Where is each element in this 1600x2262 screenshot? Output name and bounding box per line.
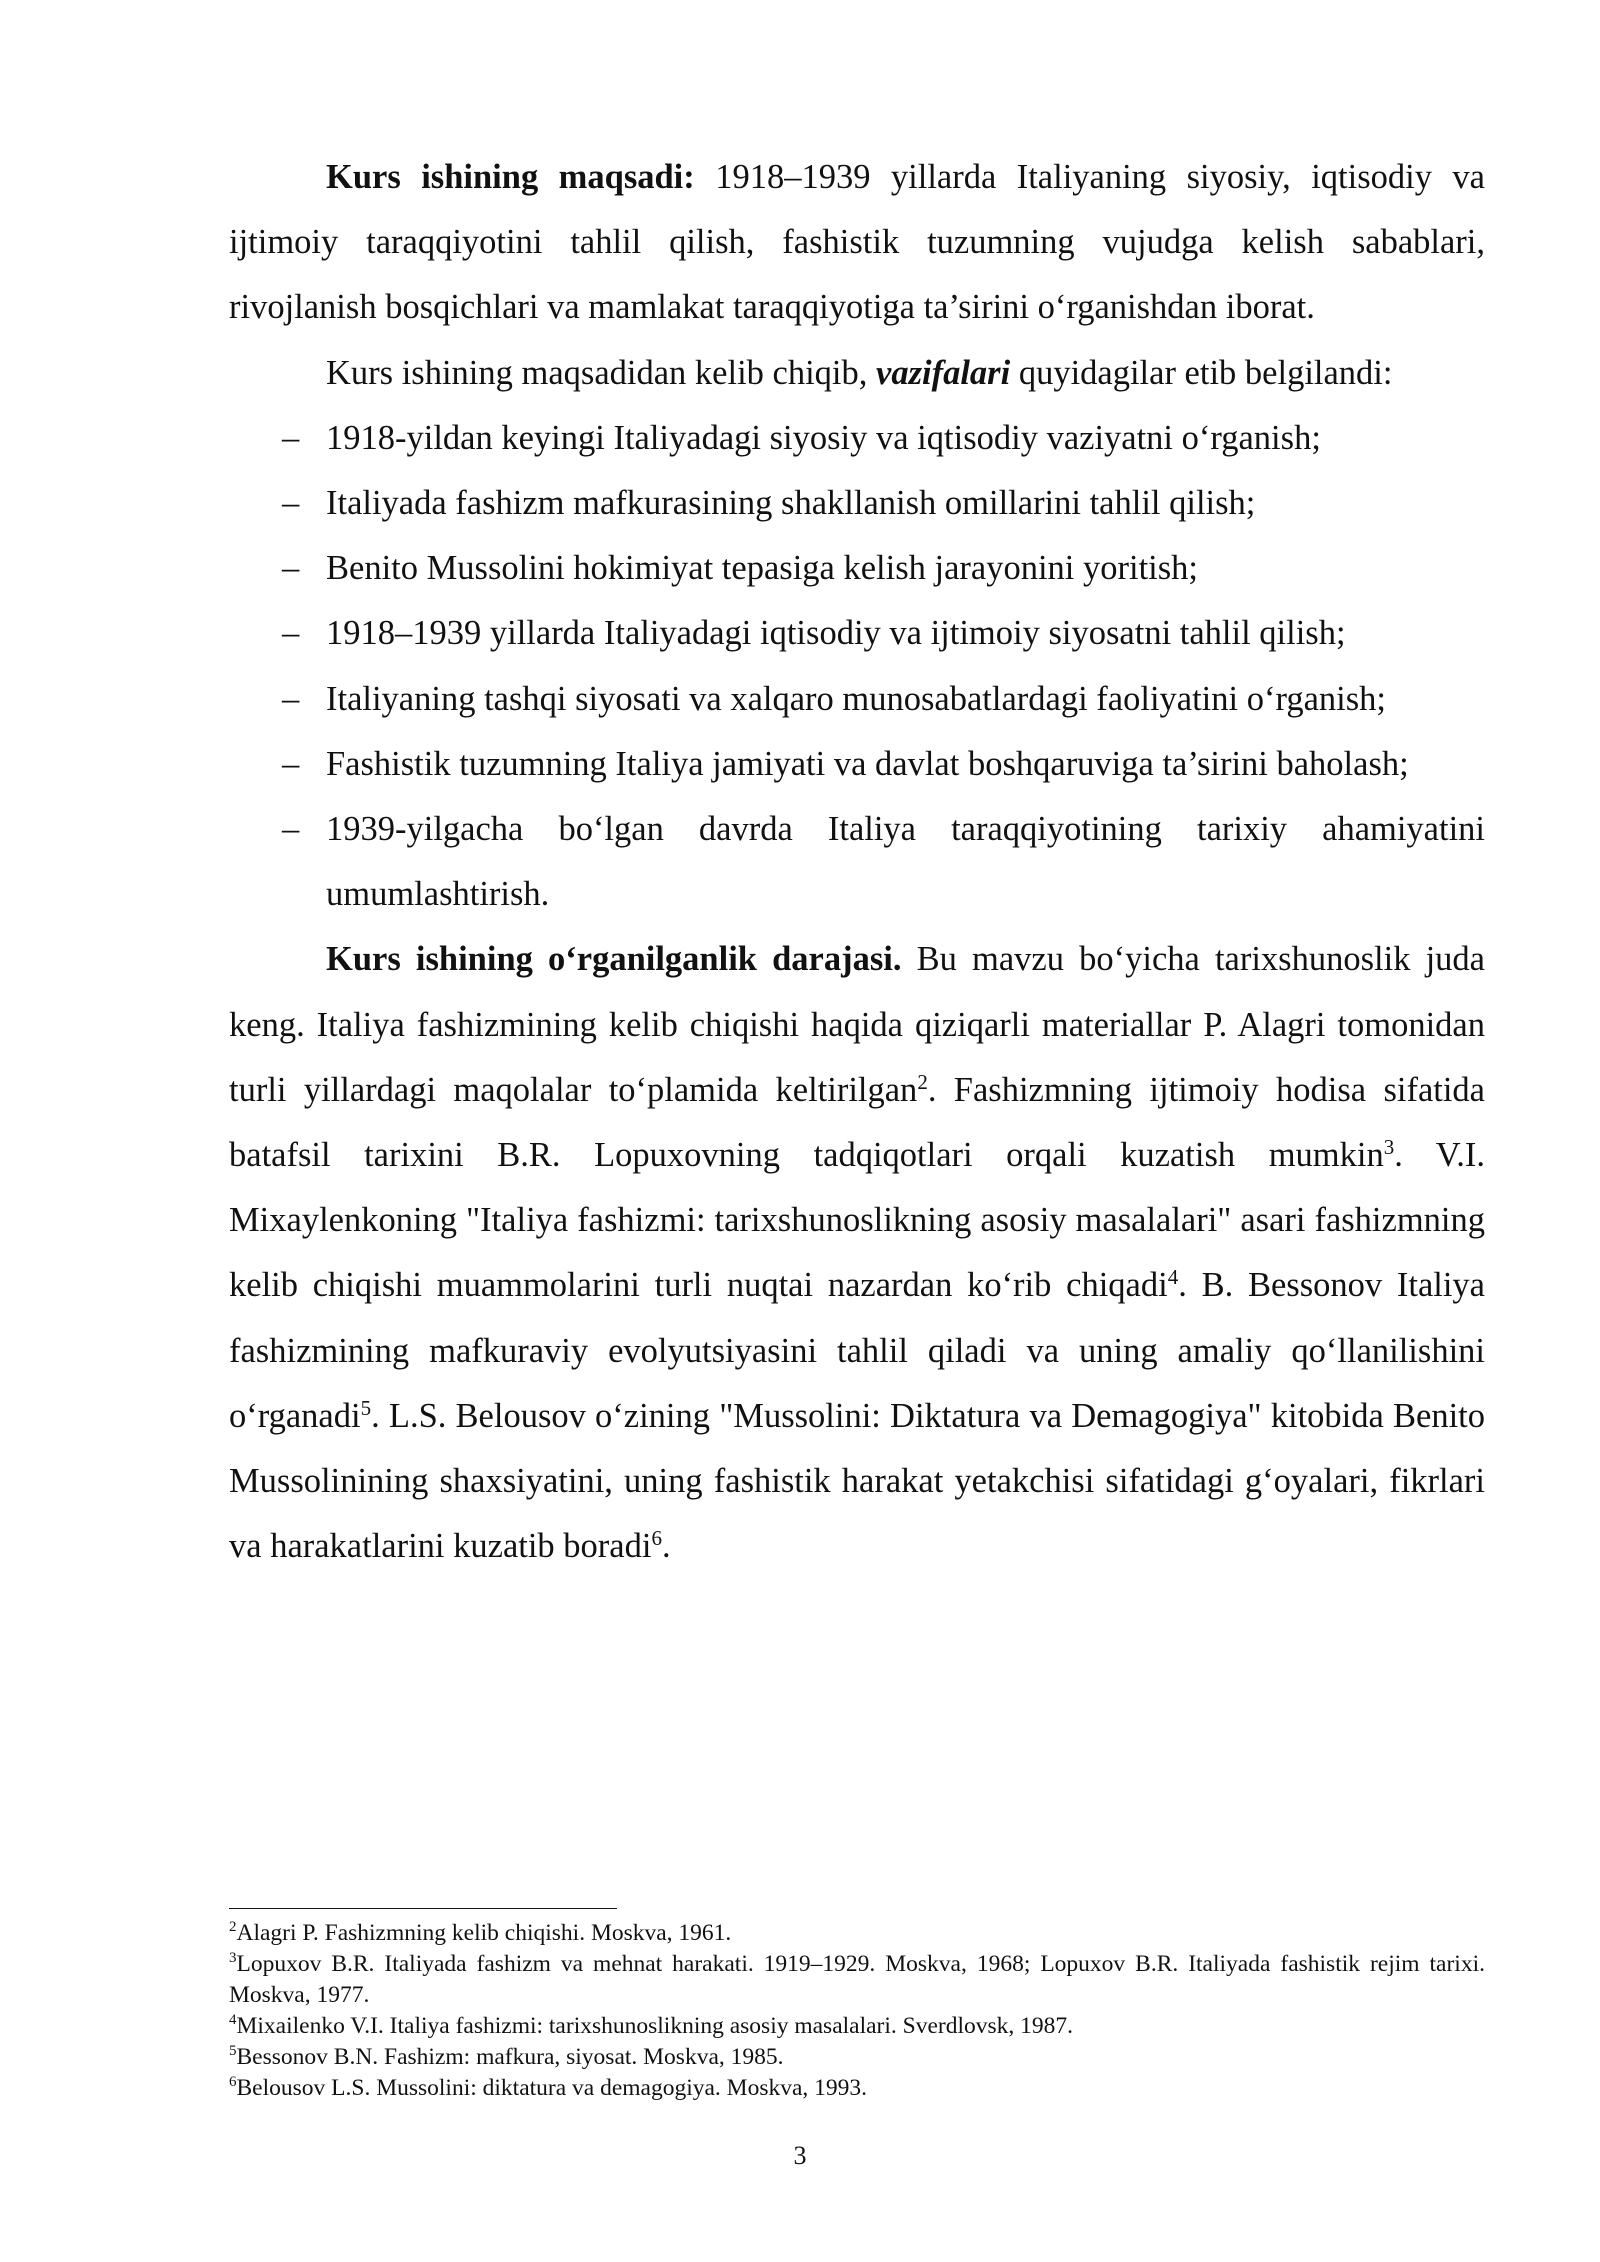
footnote-ref[interactable]: 4 [1167,1265,1179,1290]
footnote [229,2011,1485,2042]
study-level-text: . [661,1527,671,1566]
dash-bullet: – [282,484,300,523]
tasks-intro-after: quyidagilar etib belgilandi: [1010,353,1393,392]
task-list-item [229,667,1485,732]
tasks-intro-paragraph [229,341,1485,406]
footnote [229,1949,1485,2011]
dash-bullet: – [282,614,300,653]
task-text: Benito Mussolini hokimiyat tepasiga kelish jarayonini yoritish; [326,549,1199,588]
study-level-text: . B. Bessonov Italiya fashizmining mafkuraviy evolyutsiyasini tahlil qiladi va uning amaliy qo‘llanilishini o‘rganadi [229,1266,1485,1435]
dash-bullet: – [282,744,300,783]
task-list-item [229,732,1485,797]
footnote-text: Mixailenko V.I. Italiya fashizmi: tarixshunoslikning asosiy masalalari. Sverdlovsk, 1987. [236,2013,1074,2039]
footnote-number: 4 [229,2012,237,2028]
footnotes [229,1918,1485,2104]
page-number: 3 [793,2141,807,2170]
task-list [229,406,1485,928]
tasks-intro-before: Kurs ishining maqsadidan kelib chiqib, [326,353,877,392]
task-text: 1918-yildan keyingi Italiyadagi siyosiy va iqtisodiy vaziyatni o‘rganish; [326,418,1321,457]
footnote-number: 2 [229,1919,237,1935]
dash-bullet: – [282,549,300,588]
footnote-text: Belousov L.S. Mussolini: diktatura va demagogiya. Moskva, 1993. [236,2075,868,2101]
footnote-number: 5 [229,2043,237,2059]
dash-bullet: – [282,810,300,849]
study-level-heading: Kurs ishining o‘rganilganlik darajasi. [326,940,902,979]
study-level-paragraph [229,927,1485,1579]
task-list-item [229,601,1485,666]
study-level-text: . Fashizmning ijtimoiy hodisa sifatida batafsil tarixini B.R. Lopuxovning tadqiqotlari orqali kuzatish mumkin [229,1070,1485,1175]
task-text: Fashistik tuzumning Italiya jamiyati va davlat boshqaruviga ta’sirini baholash; [326,744,1409,783]
goal-heading: Kurs ishining maqsadi: [326,158,695,196]
goal-text: 1918–1939 yillarda Italiyaning siyosiy, iqtisodiy va ijtimoiy taraqqiyotini tahlil qilish, fashistik tuzumning vujudga kelish sabablari, rivojlanish bosqichlari va mamlakat taraqqiyotiga ta’sirini o‘rganishdan iborat. [229,158,1485,327]
task-list-item [229,797,1485,927]
footnote-number: 6 [229,2074,237,2090]
task-list-item [229,536,1485,601]
dash-bullet: – [282,679,300,718]
task-text: 1918–1939 yillarda Italiyadagi iqtisodiy va ijtimoiy siyosatni tahlil qilish; [326,614,1346,653]
footnote-ref[interactable]: 5 [360,1395,372,1420]
task-text: 1939-yilgacha bo‘lgan davrda Italiya taraqqiyotining tarixiy ahamiyatini umumlashtirish. [326,810,1485,914]
footnote-text: Alagri P. Fashizmning kelib chiqishi. Moskva, 1961. [236,1920,732,1946]
footnote [229,2073,1485,2104]
goal-paragraph [229,145,1485,341]
study-level-text: Bu mavzu bo‘yicha tarixshunoslik juda keng. Italiya fashizmining kelib chiqishi haqida qiziqarli materiallar P. Alagri tomonidan turli yillardagi maqolalar to‘plamida keltirilgan [229,940,1485,1109]
task-text: Italiyada fashizm mafkurasining shakllanish omillarini tahlil qilish; [326,484,1256,523]
footnote-ref[interactable]: 2 [917,1069,928,1094]
footnote-ref[interactable]: 6 [651,1526,662,1551]
body-text [229,145,1485,1579]
footnote-separator [229,1908,617,1909]
task-list-item [229,406,1485,471]
footnote [229,1918,1485,1949]
tasks-intro-emphasis: vazifalari [876,353,1011,392]
task-list-item [229,471,1485,536]
footnote-number: 3 [229,1950,237,1966]
dash-bullet: – [282,418,300,457]
footnote-text: Bessonov B.N. Fashizm: mafkura, siyosat. Moskva, 1985. [236,2044,784,2070]
footnote-ref[interactable]: 3 [1383,1135,1395,1160]
study-level-text: . L.S. Belousov o‘zining "Mussolini: Diktatura va Demagogiya" kitobida Benito Mussolinining shaxsiyatini, uning fashistik harakat yetakchisi sifatidagi g‘oyalari, fikrlari va harakatlarini kuzatib boradi [229,1396,1485,1566]
footnote-text: Lopuxov B.R. Italiyada fashizm va mehnat harakati. 1919–1929. Moskva, 1968; Lopuxov B.R. Italiyada fashistik rejim tarixi. Moskva, 1977. [229,1951,1485,2008]
task-text: Italiyaning tashqi siyosati va xalqaro munosabatlardagi faoliyatini o‘rganish; [326,679,1386,718]
footnote [229,2042,1485,2073]
study-level-text: . V.I. Mixaylenkoning "Italiya fashizmi: tarixshunoslikning asosiy masalalari" asari fashizmning kelib chiqishi muammolarini turli nuqtai nazardan ko‘rib chiqadi [229,1136,1485,1305]
